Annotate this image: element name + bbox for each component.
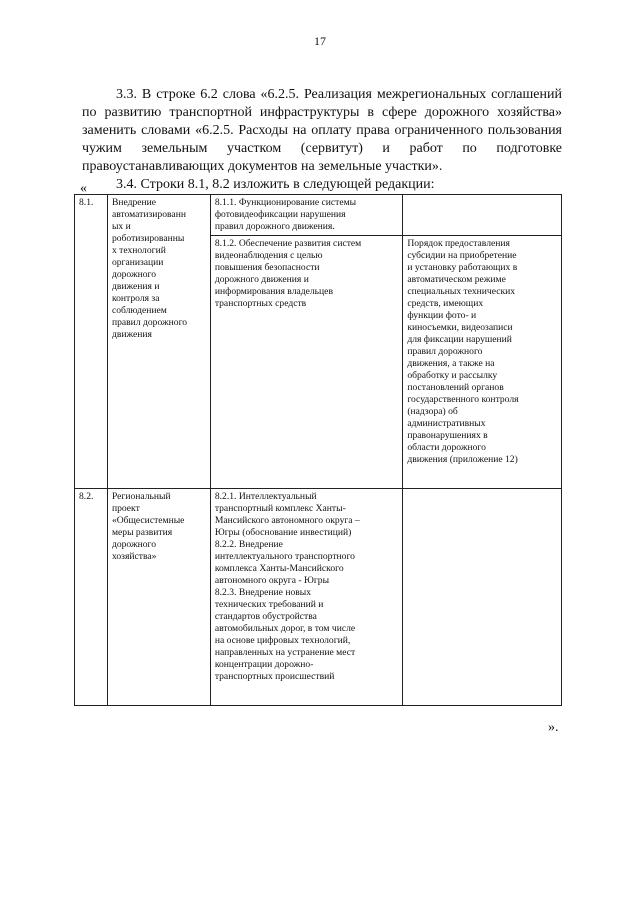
paragraph-3-3: 3.3. В строке 6.2 слова «6.2.5. Реализация межрегиональных соглашений по развитию транспортной инфраструктуры в сфере дорожного хозяйства» заменить словами «6.2.5. Расходы на оплату права ограниченного пользования чужим земельным участком (сервитут) и работ по подготовке правоустанавливающих документов на земельные участки».: [82, 87, 562, 174]
table-row-8-1: [75, 195, 562, 236]
event-8-1-2: 8.1.2. Обеспечение развития систем видеонаблюдения с целью повышения безопасности дорожного движения и информирования владельцев транспортных средств: [210, 236, 403, 489]
open-quote: «: [80, 181, 87, 196]
amendment-table: [74, 194, 562, 706]
paragraph-3-4: 3.4. Строки 8.1, 8.2 изложить в следующей редакции:: [116, 177, 435, 192]
row-name-8-1: Внедрение автоматизированн ых и роботизированны х технологий организации дорожного движения и контроля за соблюдением правил дорожного движения: [107, 195, 210, 489]
row-number-8-1: 8.1.: [75, 195, 108, 489]
document-8-1-2: Порядок предоставления субсидии на приобретение и установку работающих в автоматическом режиме специальных технических средств, имеющих функции фото- и киносъемки, видеозаписи для фиксации нарушений правил дорожного движения, а также на обработку и рассылку постановлений органов государственного контроля (надзора) об административных правонарушениях в области дорожного движения (приложение 12): [403, 236, 562, 489]
close-quote: ».: [548, 720, 559, 735]
row-name-8-2: Региональный проект «Общесистемные меры развития дорожного хозяйства»: [107, 489, 210, 706]
event-8-1-1: 8.1.1. Функционирование системы фотовидеофиксации нарушения правил дорожного движения.: [210, 195, 403, 236]
row-number-8-2: 8.2.: [75, 489, 108, 706]
document-8-1-1: [403, 195, 562, 236]
page-number: 17: [314, 34, 326, 48]
table-row-8-2: [75, 489, 562, 706]
events-8-2: 8.2.1. Интеллектуальный транспортный комплекс Ханты- Мансийского автономного округа – Югры (обоснование инвестиций) 8.2.2. Внедрение интеллектуального транспортного комплекса Ханты-Мансийского автономного округа - Югры 8.2.3. Внедрение новых технических требований и стандартов обустройства автомобильных дорог, в том числе на основе цифровых технологий, направленных на устранение мест концентрации дорожно- транспортных происшествий: [210, 489, 403, 706]
document-8-2: [403, 489, 562, 706]
